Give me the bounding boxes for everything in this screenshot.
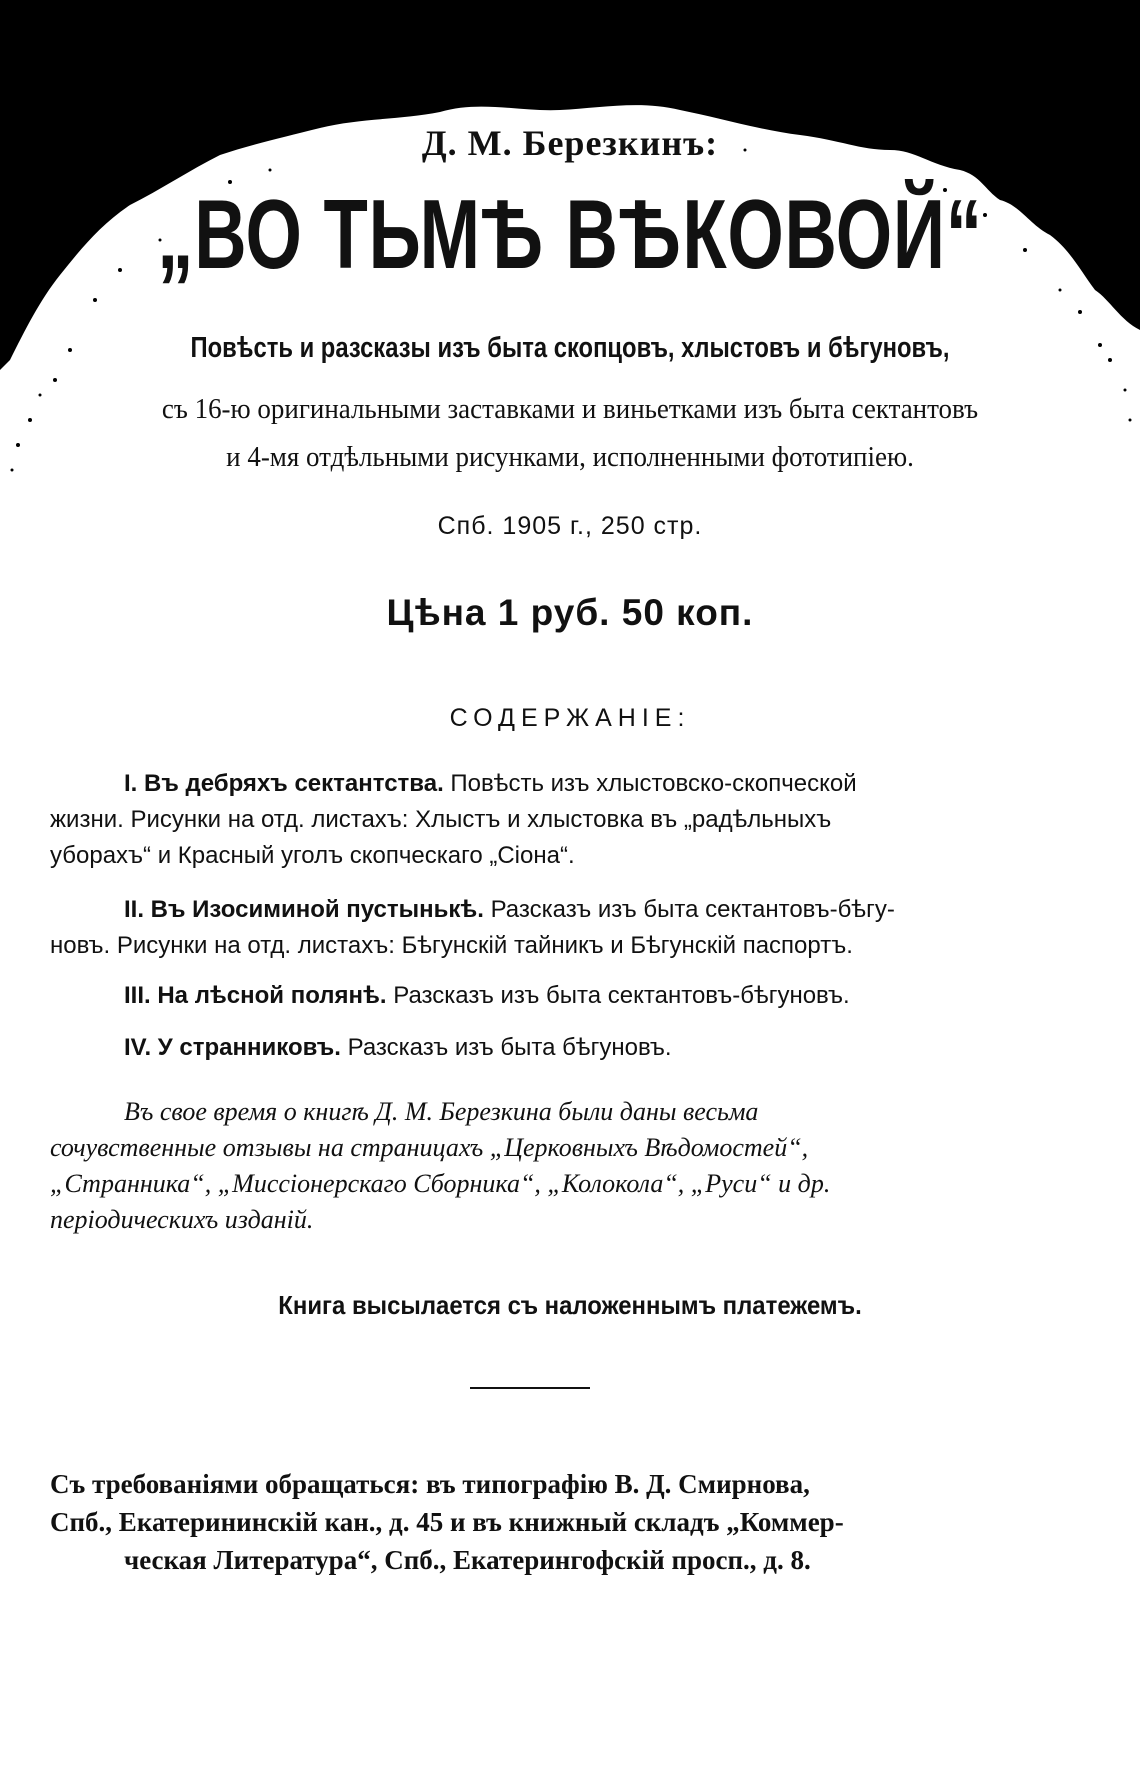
reviews-line: „Странника“, „Миссіонерскаго Сборника“, „Колокола“, „Руси“ и др. (50, 1169, 831, 1198)
toc-item-3-text: Разсказъ изъ быта сектантовъ-бѣгуновъ. (393, 982, 850, 1009)
toc-item-3 (50, 978, 1050, 1014)
toc-item-1-text: Повѣсть изъ хлыстовско-скопческой (450, 770, 857, 797)
toc-item-4-heading: IV. У странниковъ. (124, 1034, 341, 1061)
toc-item-3-heading: III. На лѣсной полянѣ. (124, 982, 387, 1009)
toc-item-4 (50, 1030, 1050, 1066)
reviews-line: Въ свое время о книгѣ Д. М. Березкина были даны весьма (124, 1097, 759, 1126)
toc-item-2-text: новъ. Рисунки на отд. листахъ: Бѣгунскій тайникъ и Бѣгунскій паспортъ. (50, 932, 853, 959)
reviews-line: періодическихъ изданій. (50, 1205, 314, 1234)
book-description-line-1: съ 16-ю оригинальными заставками и виньетками изъ быта сектантовъ (161, 393, 979, 425)
ordering-line: Спб., Екатерининскій кан., д. 45 и въ книжный складъ „Коммер- (50, 1507, 844, 1537)
reviews-paragraph (50, 1094, 1050, 1238)
ordering-info (50, 1465, 1090, 1579)
toc-item-1-text: жизни. Рисунки на отд. листахъ: Хлыстъ и хлыстовка въ „радѣльныхъ (50, 806, 832, 833)
toc-item-1-text: уборахъ“ и Красный уголъ скопческаго „Сіона“. (50, 842, 575, 869)
toc-item-2-text: Разсказъ изъ быта сектантовъ-бѣгу- (490, 896, 895, 923)
toc-item-2 (50, 892, 1050, 964)
ordering-line: ческая Литература“, Спб., Екатерингофскій просп., д. 8. (124, 1545, 811, 1575)
toc-item-4-text: Разсказъ изъ быта бѣгуновъ. (347, 1034, 672, 1061)
divider-rule (470, 1387, 590, 1389)
shipping-note: Книга высылается съ наложеннымъ платежемъ. (278, 1290, 862, 1320)
reviews-line: сочувственные отзывы на страницахъ „Церковныхъ Вѣдомостей“, (50, 1133, 809, 1162)
author-name: Д. М. Березкинъ: (421, 123, 719, 163)
toc-item-2-heading: II. Въ Изосиминой пустынькѣ. (124, 896, 484, 923)
ordering-line: Съ требованіями обращаться: въ типографію В. Д. Смирнова, (50, 1469, 810, 1499)
toc-item-1-heading: I. Въ дебряхъ сектантства. (124, 770, 444, 797)
book-description-line-2: и 4-мя отдѣльными рисунками, исполненными фототипіею. (226, 441, 914, 473)
publication-info: Спб. 1905 г., 250 стр. (437, 512, 703, 540)
book-subtitle: Повѣсть и разсказы изъ быта скопцовъ, хлыстовъ и бѣгуновъ, (190, 332, 950, 364)
book-title: „ВО ТЬМѢ ВѢКОВОЙ“ (157, 179, 983, 289)
book-price: Цѣна 1 руб. 50 коп. (386, 592, 754, 633)
contents-heading: СОДЕРЖАНІЕ: (449, 704, 691, 732)
toc-item-1 (50, 766, 1050, 874)
